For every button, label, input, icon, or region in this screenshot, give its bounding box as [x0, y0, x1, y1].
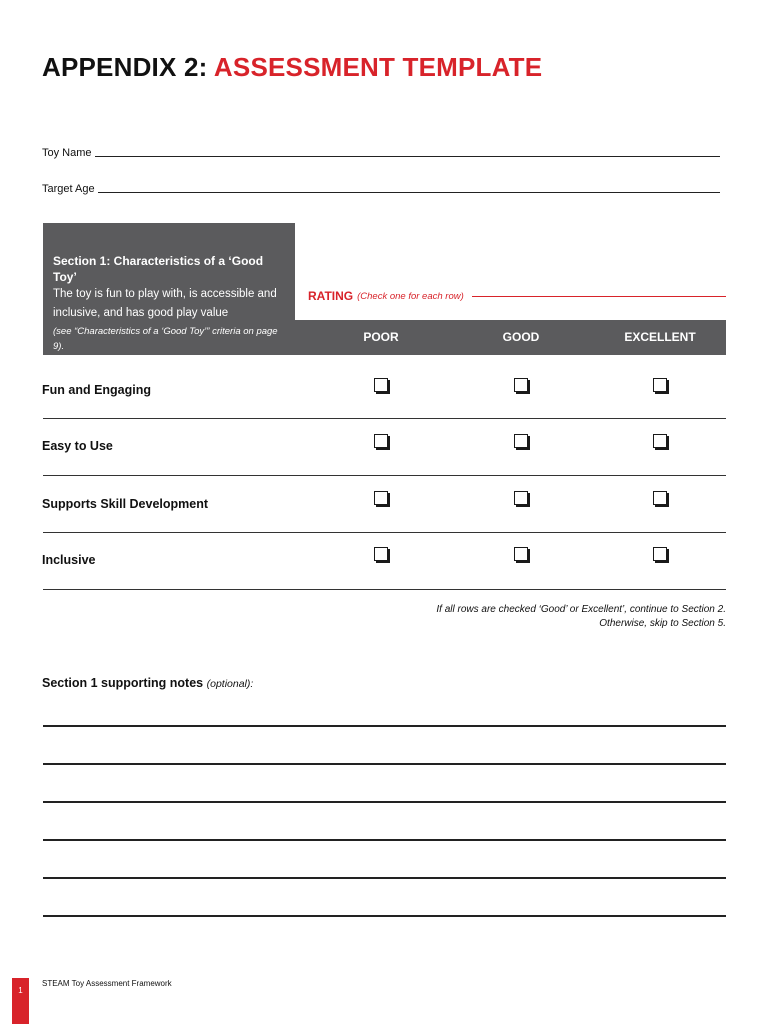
notes-line[interactable] [43, 725, 726, 727]
notes-line[interactable] [43, 763, 726, 765]
column-good: GOOD [502, 330, 540, 344]
checkbox-easy-excellent[interactable] [653, 434, 667, 448]
notes-optional: (optional): [206, 678, 254, 690]
row-label-inclusive: Inclusive [42, 553, 96, 567]
notes-line[interactable] [43, 915, 726, 917]
column-excellent: EXCELLENT [624, 330, 696, 344]
section1-note: (see “Characteristics of a ‘Good Toy’” criteria on page 9). [53, 326, 278, 352]
checkbox-inclusive-poor[interactable] [374, 547, 388, 561]
checkbox-easy-poor[interactable] [374, 434, 388, 448]
rating-hint: (Check one for each row) [357, 290, 464, 302]
notes-line[interactable] [43, 801, 726, 803]
checkbox-skill-poor[interactable] [374, 491, 388, 505]
target-age-field[interactable] [42, 183, 720, 195]
checkbox-fun-poor[interactable] [374, 378, 388, 392]
title-main: ASSESSMENT TEMPLATE [213, 52, 543, 82]
row-divider [43, 532, 726, 533]
checkbox-skill-good[interactable] [514, 491, 528, 505]
row-divider [43, 418, 726, 419]
column-poor: POOR [363, 330, 399, 344]
page-title [42, 52, 542, 83]
rating-columns-header [295, 320, 726, 355]
checkbox-fun-excellent[interactable] [653, 378, 667, 392]
rating-rule [472, 296, 726, 297]
checkbox-fun-good[interactable] [514, 378, 528, 392]
section1-title: Section 1: Characteristics of a ‘Good Toy’ [53, 254, 264, 284]
footer-text: STEAM Toy Assessment Framework [42, 979, 172, 988]
rating-heading [308, 289, 726, 303]
toy-name-line[interactable] [95, 156, 720, 157]
row-divider [43, 589, 726, 590]
continuation-note-line2: Otherwise, skip to Section 5. [599, 618, 726, 629]
rating-label: RATING [308, 289, 354, 303]
notes-line[interactable] [43, 839, 726, 841]
continuation-note [436, 603, 726, 631]
page-number-tab [12, 978, 29, 1024]
page-number: 1 [18, 986, 23, 995]
row-divider [43, 475, 726, 476]
section1-description: The toy is fun to play with, is accessible and inclusive, and has good play value [53, 288, 277, 319]
row-label-skill-development: Supports Skill Development [42, 497, 209, 511]
target-age-label: Target Age [42, 183, 95, 195]
notes-heading [42, 676, 253, 690]
title-prefix: APPENDIX 2: [42, 52, 214, 82]
notes-line[interactable] [43, 877, 726, 879]
row-label-fun-engaging: Fun and Engaging [42, 383, 152, 397]
target-age-line[interactable] [98, 192, 720, 193]
checkbox-inclusive-good[interactable] [514, 547, 528, 561]
checkbox-inclusive-excellent[interactable] [653, 547, 667, 561]
checkbox-easy-good[interactable] [514, 434, 528, 448]
toy-name-field[interactable] [42, 147, 720, 159]
section1-header-box [43, 223, 295, 355]
notes-label: Section 1 supporting notes [42, 676, 204, 690]
row-label-easy-to-use: Easy to Use [42, 439, 113, 453]
checkbox-skill-excellent[interactable] [653, 491, 667, 505]
continuation-note-line1: If all rows are checked ‘Good’ or Excellent’, continue to Section 2. [436, 604, 726, 615]
toy-name-label: Toy Name [42, 147, 92, 159]
